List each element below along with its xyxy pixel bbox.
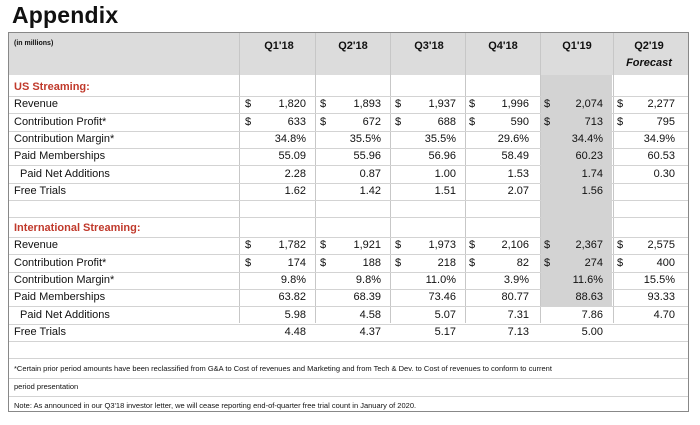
table-cell: 1,893 — [353, 98, 381, 111]
dollar-sign: $ — [395, 98, 402, 111]
table-cell: 68.39 — [353, 291, 381, 304]
table-cell: 2,575 — [647, 239, 675, 252]
dollar-sign: $ — [320, 239, 327, 252]
row-label: Contribution Profit* — [14, 115, 107, 128]
table-cell: 60.53 — [647, 150, 675, 163]
grid-hline — [9, 341, 688, 342]
dollar-sign: $ — [617, 98, 624, 111]
table-cell: 1.74 — [581, 167, 603, 180]
table-cell: 55.09 — [278, 150, 306, 163]
grid-vline — [465, 33, 466, 323]
table-cell: 35.5% — [349, 132, 381, 145]
dollar-sign: $ — [544, 115, 551, 128]
table-cell: 274 — [584, 256, 603, 269]
table-cell: 56.96 — [428, 150, 456, 163]
table-cell: 4.37 — [359, 325, 381, 338]
row-label: Free Trials — [14, 184, 66, 197]
grid-hline — [9, 358, 688, 359]
table-cell: 5.17 — [434, 325, 456, 338]
dollar-sign: $ — [245, 239, 252, 252]
table-cell: 3.9% — [503, 273, 529, 286]
table-cell: 80.77 — [501, 291, 529, 304]
grid-vline — [239, 33, 240, 323]
table-cell: 2.07 — [507, 184, 529, 197]
units-label: (in millions) — [14, 40, 54, 47]
table-cell: 713 — [584, 115, 603, 128]
column-header: Q3'18 — [414, 40, 444, 52]
table-cell: 15.5% — [643, 273, 675, 286]
dollar-sign: $ — [544, 256, 551, 269]
table-cell: 1,996 — [501, 98, 529, 111]
dollar-sign: $ — [395, 115, 402, 128]
table-cell: 93.33 — [647, 291, 675, 304]
table-cell: 9.8% — [280, 273, 306, 286]
dollar-sign: $ — [320, 256, 327, 269]
table-cell: 1.51 — [434, 184, 456, 197]
column-header: Q4'18 — [488, 40, 518, 52]
table-cell: 58.49 — [501, 150, 529, 163]
row-label: Contribution Profit* — [14, 256, 107, 269]
table-cell: 4.58 — [359, 308, 381, 321]
dollar-sign: $ — [544, 98, 551, 111]
table-cell: 73.46 — [428, 291, 456, 304]
dollar-sign: $ — [617, 115, 624, 128]
table-cell: 188 — [362, 256, 381, 269]
column-header: Q1'19 — [562, 40, 592, 52]
row-label: Contribution Margin* — [14, 273, 115, 286]
table-cell: 7.13 — [507, 325, 529, 338]
row-label: Paid Memberships — [14, 291, 106, 304]
column-header: Q1'18 — [264, 40, 294, 52]
table-cell: 60.23 — [575, 150, 603, 163]
table-cell: 1,973 — [428, 239, 456, 252]
table-cell: 5.07 — [434, 308, 456, 321]
footnote: period presentation — [14, 382, 79, 391]
dollar-sign: $ — [395, 256, 402, 269]
table-cell: 11.0% — [425, 273, 456, 286]
grid-hline — [9, 217, 688, 218]
grid-vline — [315, 33, 316, 323]
row-label: Paid Memberships — [14, 150, 106, 163]
column-header: Q2'18 — [338, 40, 368, 52]
table-cell: 1.53 — [507, 167, 529, 180]
table-cell: 82 — [516, 256, 529, 269]
table-cell: 0.87 — [359, 167, 381, 180]
table-cell: 1,937 — [428, 98, 456, 111]
table-cell: 174 — [287, 256, 306, 269]
dollar-sign: $ — [617, 239, 624, 252]
column-subheader: Forecast — [626, 57, 672, 69]
appendix-table — [8, 32, 689, 412]
table-cell: 1.62 — [284, 184, 306, 197]
page-title: Appendix — [12, 2, 119, 28]
table-cell: 7.31 — [507, 308, 529, 321]
dollar-sign: $ — [617, 256, 624, 269]
table-cell: 1.00 — [434, 167, 456, 180]
row-label: Free Trials — [14, 325, 66, 338]
table-cell: 688 — [437, 115, 456, 128]
dollar-sign: $ — [469, 115, 476, 128]
table-cell: 5.00 — [581, 325, 603, 338]
table-cell: 795 — [656, 115, 675, 128]
table-cell: 29.6% — [497, 132, 529, 145]
dollar-sign: $ — [544, 239, 551, 252]
row-label: Paid Net Additions — [20, 167, 110, 180]
table-cell: 9.8% — [355, 273, 381, 286]
table-cell: 1,782 — [278, 239, 306, 252]
table-cell: 34.8% — [274, 132, 306, 145]
table-cell: 55.96 — [353, 150, 381, 163]
dollar-sign: $ — [395, 239, 402, 252]
table-cell: 1.42 — [359, 184, 381, 197]
table-cell: 4.70 — [653, 308, 675, 321]
table-cell: 35.5% — [424, 132, 456, 145]
dollar-sign: $ — [469, 256, 476, 269]
table-cell: 11.6% — [572, 273, 603, 286]
dollar-sign: $ — [469, 98, 476, 111]
table-cell: 2,106 — [501, 239, 529, 252]
table-cell: 0.30 — [653, 167, 675, 180]
grid-vline — [540, 33, 541, 323]
table-cell: 1,820 — [278, 98, 306, 111]
dollar-sign: $ — [469, 239, 476, 252]
column-header: Q2'19 — [634, 40, 664, 52]
table-cell: 34.4% — [571, 132, 603, 145]
table-cell: 400 — [656, 256, 675, 269]
row-label: Revenue — [14, 239, 59, 252]
dollar-sign: $ — [245, 98, 252, 111]
table-cell: 1.56 — [581, 184, 603, 197]
row-label: Revenue — [14, 98, 59, 111]
grid-hline — [9, 200, 688, 201]
grid-vline — [613, 33, 614, 323]
footnote: *Certain prior period amounts have been reclassified from G&A to Cost of revenues and Marketing and from Tech & Dev. to Cost of revenues to conform to current — [14, 364, 552, 373]
table-cell: 2,074 — [575, 98, 603, 111]
grid-vline — [390, 33, 391, 323]
table-cell: 63.82 — [278, 291, 306, 304]
table-cell: 590 — [510, 115, 529, 128]
table-cell: 1,921 — [353, 239, 381, 252]
grid-hline — [9, 396, 688, 397]
table-cell: 5.98 — [284, 308, 306, 321]
dollar-sign: $ — [320, 98, 327, 111]
table-cell: 4.48 — [284, 325, 306, 338]
footnote: Note: As announced in our Q3'18 investor letter, we will cease reporting end-of-quarter free trial count in January of 2020. — [14, 401, 417, 410]
dollar-sign: $ — [245, 256, 252, 269]
row-label: Contribution Margin* — [14, 132, 115, 145]
table-cell: 672 — [362, 115, 381, 128]
section-header: US Streaming: — [14, 81, 90, 93]
section-header: International Streaming: — [14, 222, 141, 234]
table-cell: 633 — [287, 115, 306, 128]
table-cell: 218 — [437, 256, 456, 269]
table-cell: 2,277 — [647, 98, 675, 111]
row-label: Paid Net Additions — [20, 308, 110, 321]
table-cell: 34.9% — [643, 132, 675, 145]
table-cell: 2,367 — [575, 239, 603, 252]
dollar-sign: $ — [245, 115, 252, 128]
table-cell: 88.63 — [575, 291, 603, 304]
grid-hline — [9, 378, 688, 379]
dollar-sign: $ — [320, 115, 327, 128]
table-cell: 7.86 — [581, 308, 603, 321]
table-cell: 2.28 — [284, 167, 306, 180]
